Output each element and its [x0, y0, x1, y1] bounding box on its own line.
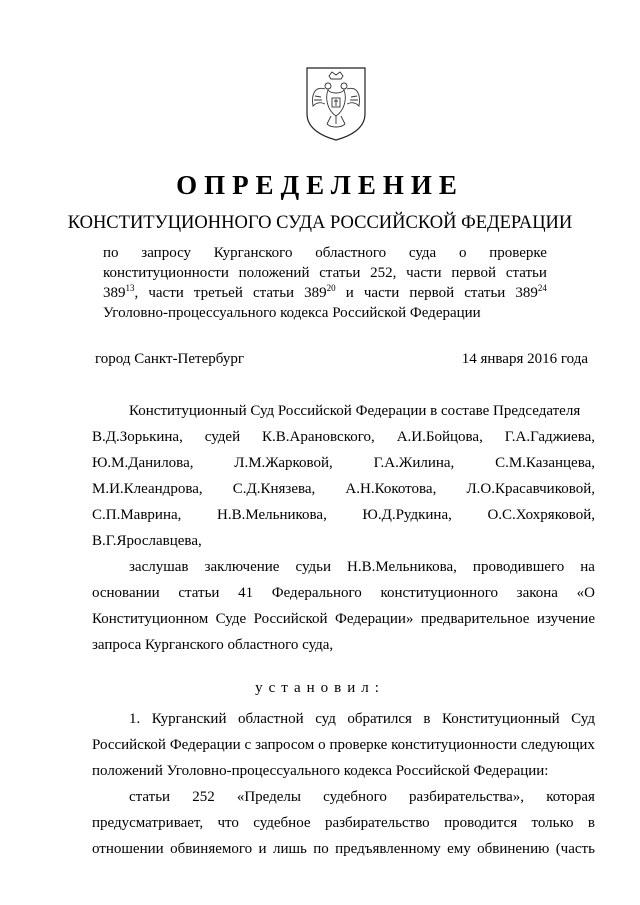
text-line [92, 580, 595, 606]
word: статьи [252, 285, 295, 301]
word: по [103, 245, 119, 261]
text-line [92, 810, 595, 836]
article-ref [515, 283, 547, 303]
word: которая [546, 789, 595, 805]
text-line [92, 424, 595, 450]
word: «О [576, 585, 595, 601]
text-line [92, 606, 595, 632]
word: областного [315, 245, 387, 261]
word: лишь [272, 841, 307, 857]
word: положений [238, 265, 310, 281]
word: К.В.Арановского, [262, 429, 375, 445]
word: С.М.Казанцева, [495, 455, 595, 471]
word: О.С.Хохряковой, [487, 507, 595, 523]
superscript: 24 [537, 283, 547, 293]
word: Конституционный [442, 711, 560, 727]
word: части [406, 265, 442, 281]
word: и [258, 841, 267, 857]
word: Н.В.Мельникова, [216, 507, 327, 523]
ruling-heading: установил: [255, 680, 385, 696]
word: , [134, 285, 139, 301]
word: проводится [444, 815, 518, 831]
word: в [423, 711, 431, 727]
word: что [217, 815, 239, 831]
text-line [92, 450, 595, 476]
word: конституционности [391, 737, 517, 753]
word: Федерального [271, 585, 362, 601]
word: 252 [192, 789, 215, 805]
word: суда [408, 245, 437, 261]
word: разбирательство [324, 815, 430, 831]
word: статьи [505, 265, 547, 281]
text-line [92, 502, 595, 528]
word: Российской [92, 737, 166, 753]
word: Суд [571, 711, 595, 727]
word: в [587, 815, 595, 831]
word: запросу [141, 245, 192, 261]
text-line: положений Уголовно-процессуального кодекса Российской Федерации: [92, 763, 549, 779]
word: Л.М.Жарковой, [234, 455, 333, 471]
word: заслушав [129, 559, 189, 575]
subject-line [103, 243, 547, 263]
word: «Пределы [236, 789, 301, 805]
word: Г.А.Гаджиева, [504, 429, 595, 445]
word: судей [204, 429, 241, 445]
word: М.И.Клеандрова, [92, 481, 203, 497]
word: ему [447, 841, 471, 857]
subject-line [103, 263, 547, 283]
russian-coat-of-arms-icon [301, 66, 371, 142]
word: проверке [329, 737, 388, 753]
word: разбирательства», [409, 789, 525, 805]
word: Российской [253, 611, 328, 627]
word: областной [238, 711, 304, 727]
word: суд [315, 711, 336, 727]
text-line [92, 784, 595, 810]
word: судьи [295, 559, 332, 575]
word: А.Н.Кокотова, [345, 481, 437, 497]
word: и [345, 285, 354, 301]
word: обвинению [477, 841, 550, 857]
word: 1. [129, 711, 141, 727]
word: Курганского [213, 245, 293, 261]
word: 389 [515, 285, 538, 301]
word: Н.В.Мельникова, [347, 559, 457, 575]
superscript: 13 [125, 283, 135, 293]
text-line [92, 836, 595, 862]
word: конституционного [380, 585, 498, 601]
text-line [92, 554, 595, 580]
word: третьей [193, 285, 243, 301]
word: А.И.Бойцова, [396, 429, 483, 445]
word: Конституционном [92, 611, 209, 627]
place: город Санкт-Петербург [95, 351, 244, 367]
article-ref [304, 283, 336, 303]
word: 389 [103, 285, 126, 301]
word: Л.О.Красавчиковой, [466, 481, 595, 497]
word: Федерации [169, 737, 241, 753]
word: о [318, 737, 326, 753]
word: судебного [323, 789, 387, 805]
point-1-paragraph [92, 706, 595, 862]
word: статьи [178, 585, 220, 601]
word: Ю.Д.Рудкина, [362, 507, 452, 523]
word: С.П.Маврина, [92, 507, 182, 523]
court-name: КОНСТИТУЦИОННОГО СУДА РОССИЙСКОЙ ФЕДЕРАЦИИ [67, 213, 573, 233]
word: о [458, 245, 467, 261]
text-line [92, 706, 595, 732]
composition-paragraph [92, 398, 595, 658]
word: по [313, 841, 329, 857]
text-line: запроса Курганского областного суда, [92, 637, 334, 653]
subject-line: Уголовно-процессуального кодекса Российской Федерации [103, 305, 481, 321]
word: статьи [129, 789, 171, 805]
document-title: ОПРЕДЕЛЕНИЕ [176, 170, 464, 200]
word: только [531, 815, 574, 831]
date: 14 января 2016 года [461, 351, 588, 367]
text-line: В.Г.Ярославцева, [92, 533, 202, 549]
word: предусматривает, [92, 815, 204, 831]
subject-line [103, 283, 547, 303]
word: Ю.М.Данилова, [92, 455, 194, 471]
subject-block [103, 243, 547, 323]
word: 252, [370, 265, 397, 281]
word: с [244, 737, 252, 753]
word: закона [516, 585, 558, 601]
word: проводившего [472, 559, 565, 575]
word: части [363, 285, 400, 301]
word: проверке [489, 245, 547, 261]
word: Федерации» [335, 611, 414, 627]
word: отношении [92, 841, 164, 857]
word: 41 [238, 585, 254, 601]
word: обвиняемого [170, 841, 253, 857]
word: предъявленному [335, 841, 441, 857]
text-line: Конституционный Суд Российской Федерации в составе Председателя [129, 403, 581, 419]
word: первой [451, 265, 497, 281]
word: Г.А.Жилина, [373, 455, 455, 471]
word: первой [409, 285, 455, 301]
word: на [580, 559, 595, 575]
word: статьи [464, 285, 506, 301]
word: статьи [319, 265, 361, 281]
word: части [148, 285, 184, 301]
word: изучение [536, 611, 595, 627]
word: основании [92, 585, 160, 601]
text-line [92, 732, 595, 758]
article-ref [103, 283, 138, 303]
word: обратился [347, 711, 412, 727]
word: следующих [520, 737, 595, 753]
word: (часть [555, 841, 595, 857]
word: Курганский [151, 711, 227, 727]
superscript: 20 [326, 283, 336, 293]
word: заключение [204, 559, 280, 575]
word: запросом [255, 737, 315, 753]
word: предварительное [420, 611, 530, 627]
word: судебное [253, 815, 311, 831]
word: В.Д.Зорькина, [92, 429, 183, 445]
place-date-line [95, 349, 588, 369]
word: конституционности [103, 265, 229, 281]
word: 389 [304, 285, 327, 301]
word: С.Д.Князева, [232, 481, 316, 497]
text-line [92, 476, 595, 502]
word: Суде [215, 611, 247, 627]
